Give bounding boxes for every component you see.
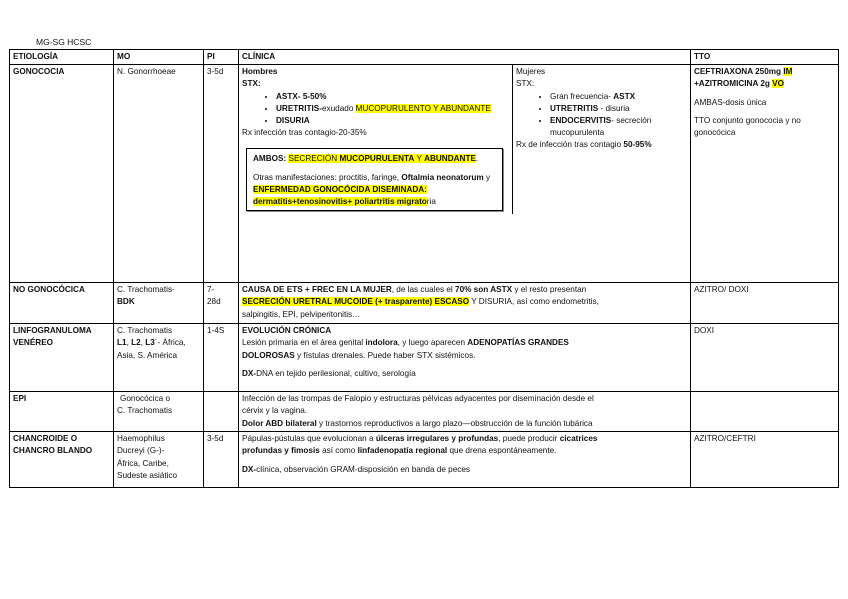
- list-item: • Gran frecuencia- ASTX: [550, 91, 687, 103]
- mo-chancroide: Haemophilus Ducreyi (G-)- África, Caribe, Sudeste asiático: [114, 432, 204, 488]
- hombres-rx: Rx infección tras contagio-20-35%: [242, 128, 367, 138]
- document-header: MG-SG HCSC: [36, 37, 92, 47]
- mo-epi: Gonocócica o C. Trachomatis: [114, 392, 204, 432]
- pi-chancroide: 3-5d: [204, 432, 239, 488]
- clinica-no-gonococica: CAUSA DE ETS + FREC EN LA MUJER, de las cuales el 70% son ASTX y el resto presentan SECRECIÓN URETRAL MUCOIDE (+ trasparente) ESCASO Y DISURIA, así como endometritis, salpingitis, EPI, pelviperitonitis…: [239, 283, 691, 324]
- list-item: • DISURIA: [276, 115, 509, 127]
- tto-gonococia: CEFTRIAXONA 250mg IM +AZITROMICINA 2g VO AMBAS-dosis única TTO conjunto gonococia y no gonocócica: [691, 65, 839, 283]
- etiologia-no-gonococica: NO GONOCÓCICA: [10, 283, 114, 324]
- table-row-linfogranuloma: [10, 324, 839, 392]
- mujeres-list: [516, 91, 687, 140]
- etiologia-epi: EPI: [10, 392, 114, 432]
- mujeres-rx: Rx de infección tras contagio 50-95%: [516, 140, 652, 150]
- table-row-epi: [10, 392, 839, 432]
- pi-gonococia: 3-5d: [204, 65, 239, 283]
- etiologia-gonococia: GONOCOCIA: [10, 65, 114, 283]
- table-header-row: [10, 50, 839, 65]
- pi-linfogranuloma: 1-4S: [204, 324, 239, 392]
- clinica-epi: Infección de las trompas de Falopio y estructuras pélvicas adyacentes por diseminación desde el cérvix y la vagina. Dolor ABD bilateral y trastornos reproductivos a largo plazo—obstrucción de la función tubárica: [239, 392, 691, 432]
- clinica-chancroide: Pápulas-pústulas que evolucionan a úlceras irregulares y profundas, puede producir cicatrices profundas y fimosis así como linfadenopatía regional que drena espontáneamente. DX-clínica, observación GRAM-disposición en banda de peces: [239, 432, 691, 488]
- mujeres-title: Mujeres: [516, 67, 546, 77]
- list-item: • ENDOCERVITIS- secreción mucopurulenta: [550, 115, 687, 139]
- mujeres-section: [513, 65, 690, 214]
- mo-gonococia: N. Gonorrhoeae: [114, 65, 204, 283]
- tto-no-gonococica: AZITRO/ DOXI: [691, 283, 839, 324]
- etiologia-linfogranuloma: LINFOGRANULOMA VENÉREO: [10, 324, 114, 392]
- table-row-chancroide: [10, 432, 839, 488]
- ets-table: [9, 49, 839, 488]
- header-tto: TTO: [691, 50, 839, 65]
- clinica-gonococia: [239, 65, 691, 283]
- etiologia-chancroide: CHANCROIDE O CHANCRO BLANDO: [10, 432, 114, 488]
- hombres-stx: STX:: [242, 79, 261, 89]
- table-row-no-gonococica: [10, 283, 839, 324]
- hombres-title: Hombres: [242, 67, 278, 77]
- tto-chancroide: AZITRO/CEFTRI: [691, 432, 839, 488]
- tto-epi: [691, 392, 839, 432]
- mujeres-stx: STX:: [516, 79, 535, 89]
- pi-epi: [204, 392, 239, 432]
- clinica-linfogranuloma: EVOLUCIÓN CRÓNICA Lesión primaria en el área genital indolora, y luego aparecen ADENOPATÍAS GRANDES DOLOROSAS y fístulas drenales. Puede haber STX sistémicos. DX-DNA en tejido perilesional, cultivo, serología: [239, 324, 691, 392]
- header-pi: PI: [204, 50, 239, 65]
- tto-linfogranuloma: DOXI: [691, 324, 839, 392]
- table-row-gonococia: [10, 65, 839, 283]
- mo-linfogranuloma: C. Trachomatis L1, L2, L3´- África, Asia, S. América: [114, 324, 204, 392]
- list-item: • UTRETRITIS - disuria: [550, 103, 687, 115]
- mo-no-gonococica: C. Trachomatis- BDK: [114, 283, 204, 324]
- header-etiologia: ETIOLOGÍA: [10, 50, 114, 65]
- hombres-section: [239, 65, 513, 214]
- hombres-list: [242, 91, 509, 128]
- header-clinica: CLÍNICA: [239, 50, 691, 65]
- list-item: • ASTX- 5-50%: [276, 91, 509, 103]
- pi-no-gonococica: 7- 28d: [204, 283, 239, 324]
- header-mo: MO: [114, 50, 204, 65]
- ambos-box: AMBOS: SECRECIÓN MUCOPURULENTA Y ABUNDANTE. Otras manifestaciones: proctitis, faringe, Oftalmia neonatorum y ENFERMEDAD GONOCÓCIDA DISEMINADA: dermatitis+tenosinovitis+ poliartritis migratoria: [246, 148, 503, 211]
- list-item: • URETRITIS-exudado MUCOPURULENTO Y ABUNDANTE: [276, 103, 509, 115]
